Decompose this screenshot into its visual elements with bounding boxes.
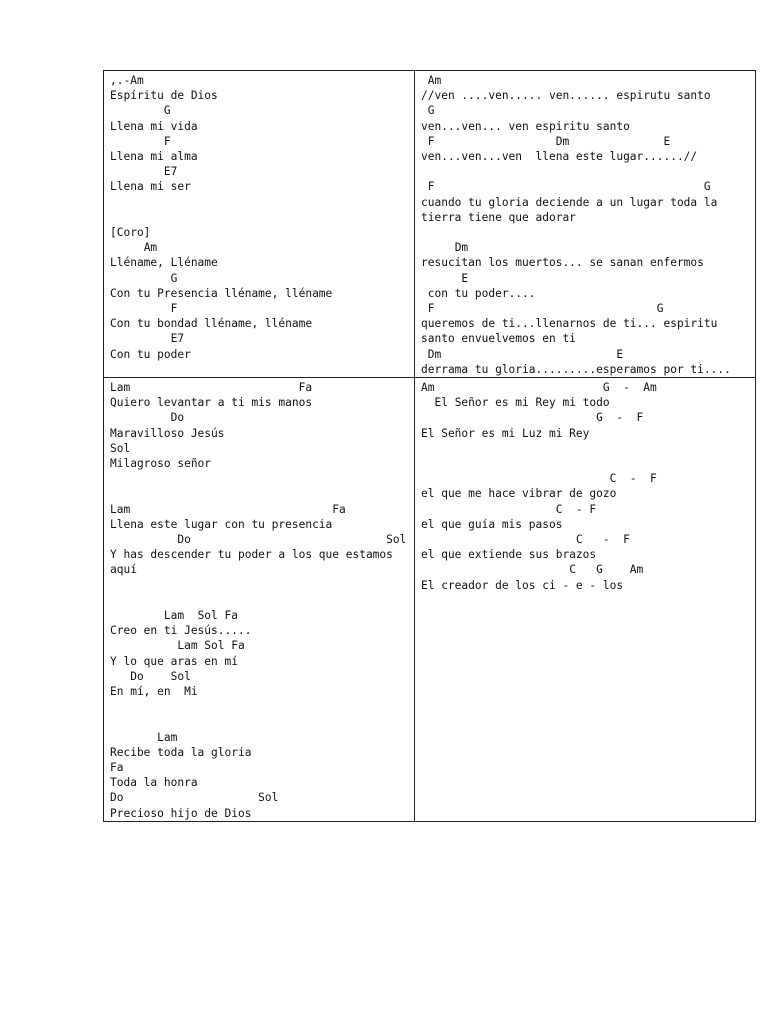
text-line: F G	[421, 302, 664, 316]
text-line: el que extiende sus brazos	[421, 548, 597, 562]
text-line: queremos de ti...llenarnos de ti... espiritu santo envuelvemos en ti	[421, 317, 725, 346]
cell-bottom-right	[415, 378, 756, 822]
text-line: Lam Fa	[110, 381, 313, 395]
text-line: E7	[110, 332, 185, 346]
text-line: F	[110, 302, 178, 316]
text-line: Lam Sol Fa	[110, 639, 245, 653]
cell-top-right	[415, 71, 756, 378]
text-line: Do Sol	[110, 533, 407, 547]
text-line: G	[110, 104, 171, 118]
text-line: Fa	[110, 761, 124, 775]
text-line	[110, 714, 410, 729]
text-line: F Dm E	[421, 134, 671, 148]
text-line: Milagroso señor	[110, 457, 212, 471]
text-line	[421, 456, 751, 471]
text-line: El Señor es mi Luz mi Rey	[421, 426, 590, 440]
text-line: Dm E	[421, 347, 624, 361]
text-line: Sol	[110, 441, 131, 455]
text-line: //ven ....ven..... ven...... espirutu santo	[421, 89, 711, 103]
text-line: el que guía mis pasos	[421, 517, 563, 531]
text-line: Creo en ti Jesús.....	[110, 624, 252, 638]
text-line: Am	[110, 241, 158, 255]
text-line: ven...ven... ven espiritu santo	[421, 119, 630, 133]
text-line: Lam Fa	[110, 502, 346, 516]
text-line: G - F	[421, 411, 644, 425]
text-line: [Coro]	[110, 226, 151, 239]
text-line: El Señor es mi Rey mi todo	[421, 396, 610, 410]
text-line: Llena mi ser	[110, 180, 191, 194]
text-line: C G Am	[421, 563, 644, 577]
text-line	[110, 471, 410, 486]
text-line: con tu poder....	[421, 286, 536, 300]
text-line: C - F	[421, 533, 630, 547]
text-line	[110, 486, 410, 501]
text-line: En mí, en Mi	[110, 685, 198, 699]
text-line: Llena este lugar con tu presencia	[110, 517, 333, 531]
text-line: Y lo que aras en mí	[110, 654, 238, 668]
text-line: Espíritu de Dios	[110, 89, 218, 103]
text-line: G	[110, 271, 178, 285]
text-line: Precioso hijo de Dios	[110, 806, 252, 820]
text-line: resucitan los muertos... se sanan enfermos	[421, 256, 704, 270]
text-line: ven...ven...ven llena este lugar......//	[421, 150, 698, 164]
text-line: Y has descender tu poder a los que estamos aquí	[110, 548, 400, 577]
text-line: Do Sol	[110, 791, 279, 805]
text-line	[110, 699, 410, 714]
text-line: Con tu bondad lléname, lléname	[110, 317, 313, 331]
text-line: El creador de los ci - e - los	[421, 578, 624, 592]
text-line: Recibe toda la gloria	[110, 745, 252, 759]
text-line	[110, 195, 410, 210]
text-line: Lléname, Lléname	[110, 256, 218, 270]
text-line	[110, 593, 410, 608]
text-line: Dm	[421, 241, 469, 255]
text-line: Con tu poder	[110, 347, 191, 361]
cell-bottom-left	[104, 378, 415, 822]
text-line: Lam	[110, 730, 178, 744]
text-line: Am G - Am	[421, 381, 657, 395]
text-line: Con tu Presencia lléname, lléname	[110, 286, 333, 300]
text-line	[110, 578, 410, 593]
text-line: Quiero levantar a ti mis manos	[110, 396, 313, 410]
text-line: Llena mi vida	[110, 119, 198, 133]
text-line: Do	[110, 411, 185, 425]
text-line: G	[421, 104, 435, 118]
cell-top-left	[104, 71, 415, 378]
text-line	[421, 164, 751, 179]
text-line: C - F	[421, 502, 597, 516]
text-line: Maravilloso Jesús	[110, 426, 225, 440]
text-line: F	[110, 134, 171, 148]
text-line: C - F	[421, 472, 657, 486]
lyrics-chord-table	[103, 70, 756, 822]
text-line	[110, 210, 410, 225]
text-line: Do Sol	[110, 669, 191, 683]
text-line: E7	[110, 165, 178, 179]
text-line: cuando tu gloria deciende a un lugar toda la tierra tiene que adorar	[421, 195, 725, 224]
text-line: derrama tu gloria.........esperamos por ti....	[421, 362, 731, 376]
text-line: Lam Sol Fa	[110, 609, 238, 623]
text-line: Am	[421, 74, 442, 87]
text-line: ,.-Am	[110, 74, 144, 87]
table-row-bottom	[104, 378, 756, 822]
text-line: F G	[421, 180, 711, 194]
text-line	[421, 225, 751, 240]
text-line: Toda la honra	[110, 776, 198, 790]
text-line: el que me hace vibrar de gozo	[421, 487, 617, 501]
table-row-top	[104, 71, 756, 378]
text-line: E	[421, 271, 469, 285]
text-line: Llena mi alma	[110, 150, 198, 164]
text-line	[421, 441, 751, 456]
